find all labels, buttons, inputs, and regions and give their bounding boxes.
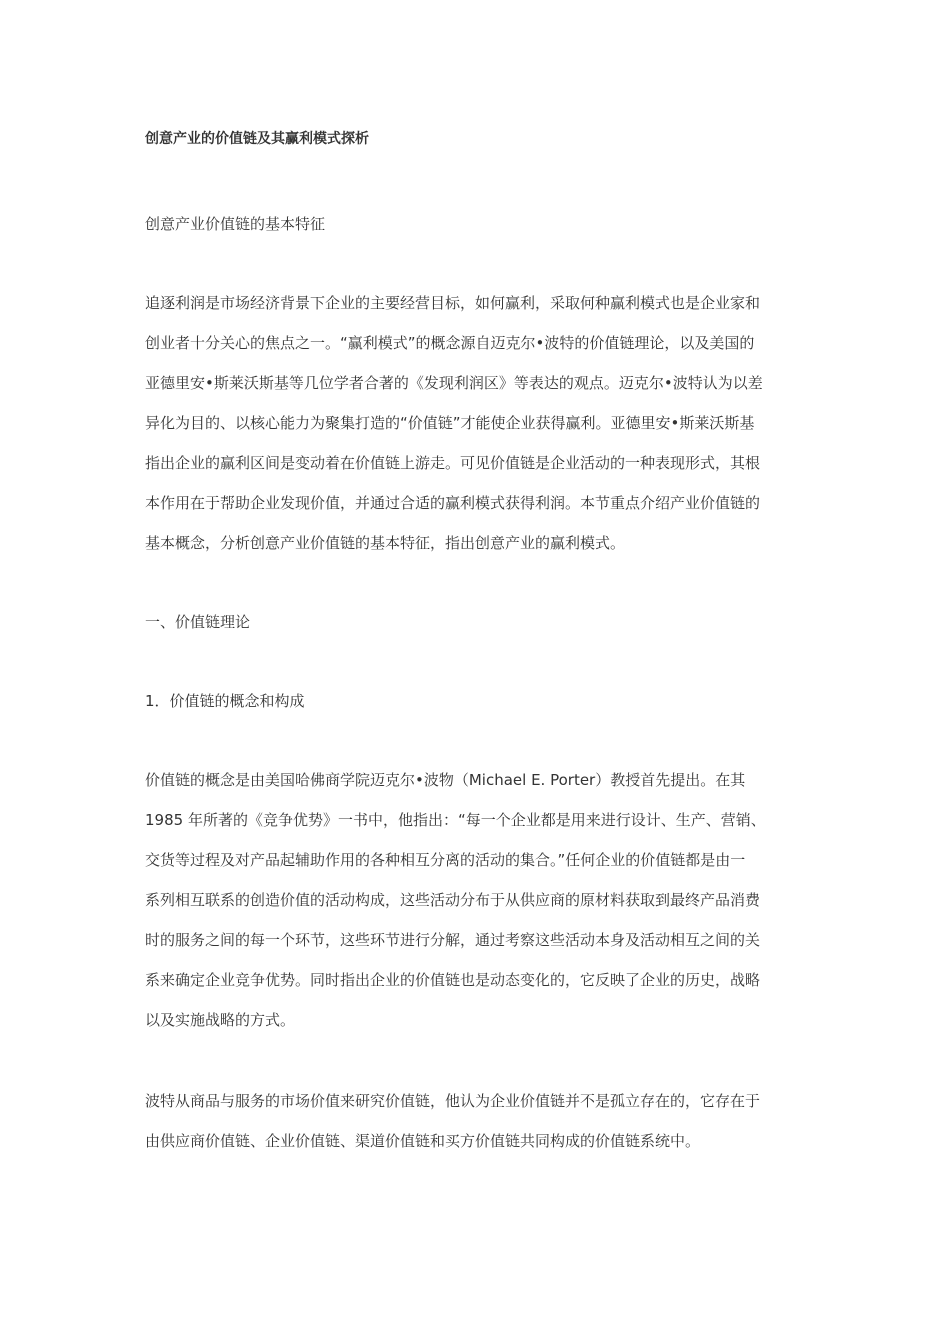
paragraph-line: 交货等过程及对产品起辅助作用的各种相互分离的活动的集合。”任何企业的价值链都是由一 [145,851,746,869]
paragraph-line: 追逐利润是市场经济背景下企业的主要经营目标，如何赢利，采取何种赢利模式也是企业家和 [145,294,761,312]
paragraph-line: 创业者十分关心的焦点之一。“赢利模式”的概念源自迈克尔•波特的价值链理论，以及美国的 [145,334,755,352]
paragraph-line: 以及实施战略的方式。 [145,1011,296,1029]
paragraph-line: 系列相互联系的创造价值的活动构成，这些活动分布于从供应商的原材料获取到最终产品消费 [145,891,761,909]
paragraph-line: 时的服务之间的每一个环节，这些环节进行分解，通过考察这些活动本身及活动相互之间的关 [145,931,761,949]
paragraph-line: 系来确定企业竞争优势。同时指出企业的价值链也是动态变化的，它反映了企业的历史，战略 [145,971,761,989]
intro-paragraph [145,283,815,563]
paragraph-line: 亚德里安•斯莱沃斯基等几位学者合著的《发现利润区》等表达的观点。迈克尔•波特认为以差 [145,374,763,392]
paragraph-line: 基本概念，分析创意产业价值链的基本特征，指出创意产业的赢利模式。 [145,534,626,552]
document-title: 创意产业的价值链及其赢利模式探析 [145,131,369,147]
section-heading: 创意产业价值链的基本特征 [145,215,326,233]
paragraph-line: 波特从商品与服务的市场价值来研究价值链，他认为企业价值链并不是孤立存在的，它存在于 [145,1092,761,1110]
concept-paragraph [145,760,815,1040]
subheading-concept: 1．价值链的概念和构成 [145,692,305,710]
paragraph-line: 本作用在于帮助企业发现价值，并通过合适的赢利模式获得利润。本节重点介绍产业价值链的 [145,494,761,512]
paragraph-line: 价值链的概念是由美国哈佛商学院迈克尔•波物（Michael E. Porter）教授首先提出。在其 [145,771,746,789]
paragraph-line: 指出企业的赢利区间是变动着在价值链上游走。可见价值链是企业活动的一种表现形式，其根 [145,454,761,472]
paragraph-line: 异化为目的、以核心能力为聚集打造的“价值链”才能使企业获得赢利。亚德里安•斯莱沃斯基 [145,414,755,432]
subheading-value-chain-theory: 一、价值链理论 [145,613,251,631]
paragraph-line: 由供应商价值链、企业价值链、渠道价值链和买方价值链共同构成的价值链系统中。 [145,1132,701,1150]
paragraph-line: 1985 年所著的《竞争优势》一书中，他指出：“每一个企业都是用来进行设计、生产、营销、 [145,811,766,829]
system-paragraph [145,1081,815,1161]
